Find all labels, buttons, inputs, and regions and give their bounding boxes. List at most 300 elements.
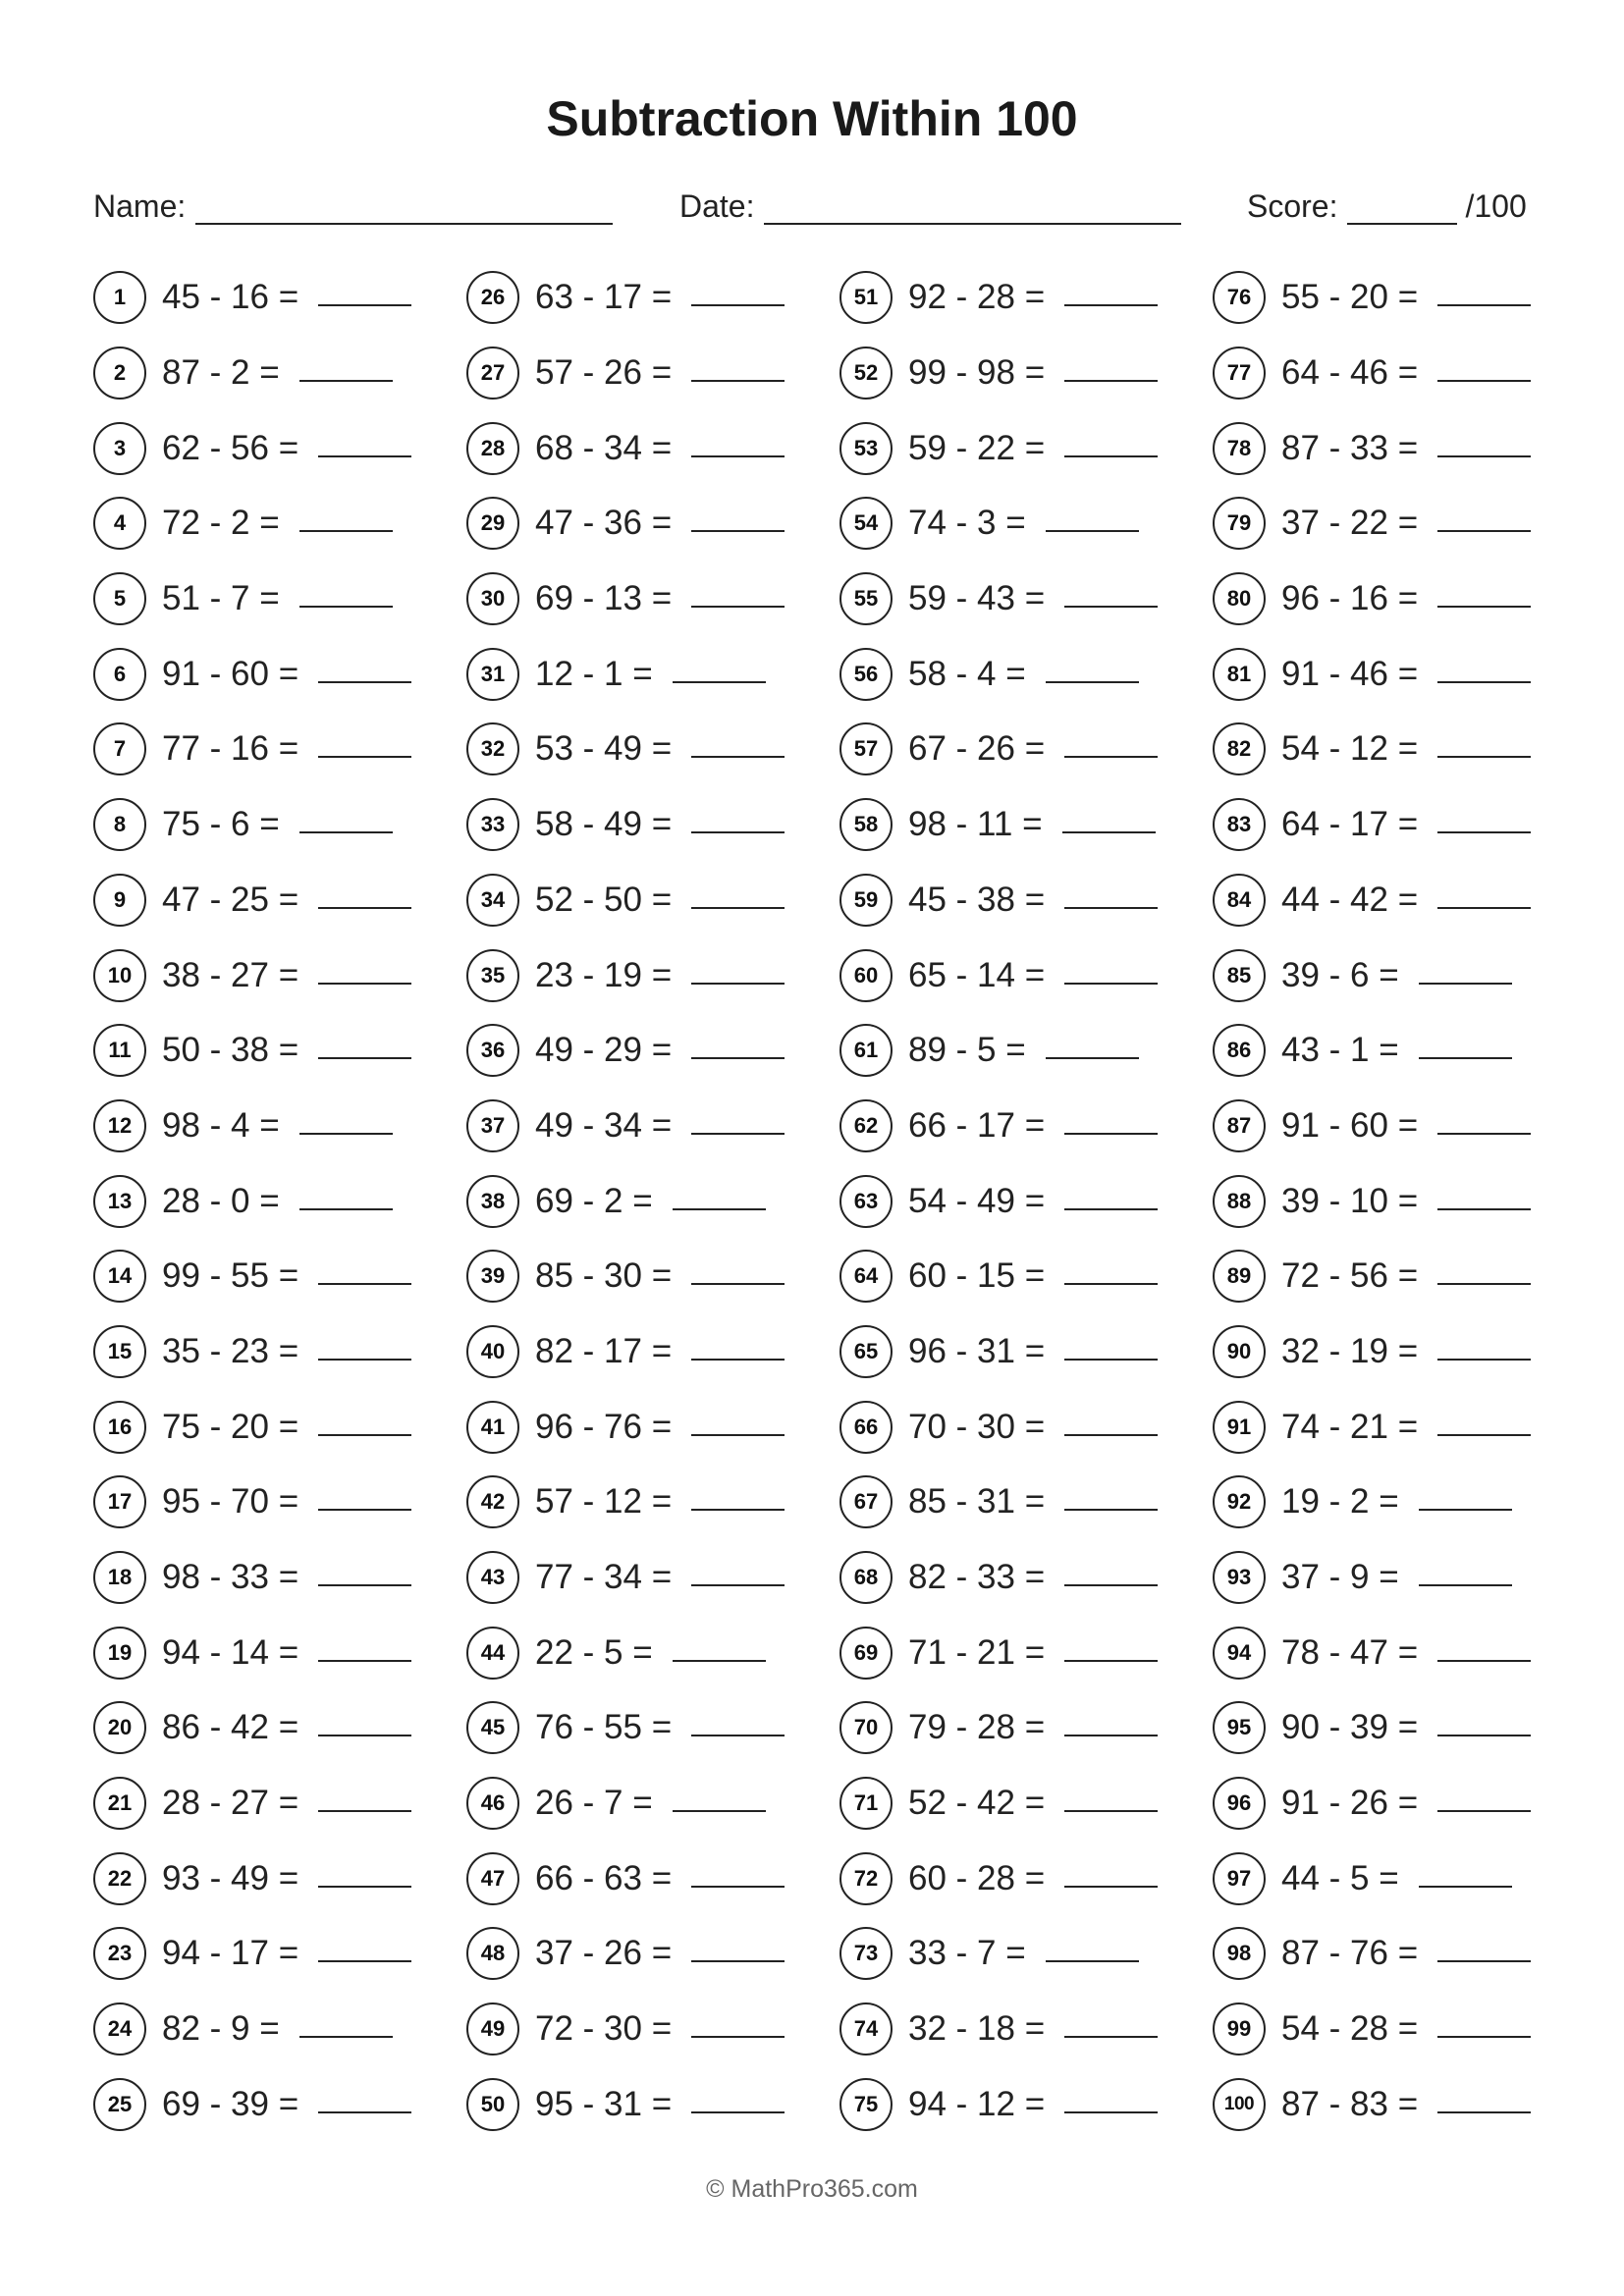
- answer-blank[interactable]: [1064, 1808, 1158, 1812]
- score-field[interactable]: [1247, 188, 1527, 225]
- problem-expression: 77 - 34 =: [535, 1558, 673, 1597]
- problem-number-badge: 37: [466, 1099, 519, 1152]
- answer-blank[interactable]: [1437, 454, 1531, 457]
- problem-expression: 54 - 12 =: [1281, 729, 1419, 769]
- answer-blank[interactable]: [691, 2034, 785, 2038]
- answer-blank[interactable]: [1064, 1432, 1158, 1436]
- answer-blank[interactable]: [1437, 1281, 1531, 1285]
- problem-item: [93, 1239, 466, 1314]
- footer-copyright: © MathPro365.com: [706, 2175, 918, 2203]
- answer-blank[interactable]: [691, 1582, 785, 1586]
- problem-number-badge: 27: [466, 347, 519, 400]
- problem-item: [839, 863, 1213, 938]
- problem-item: [466, 260, 839, 336]
- answer-blank[interactable]: [1437, 905, 1531, 909]
- problem-expression: 38 - 27 =: [162, 955, 299, 994]
- problem-item: [1213, 1465, 1586, 1540]
- problem-number-badge: 50: [466, 2078, 519, 2131]
- problem-item: [1213, 561, 1586, 637]
- problem-item: [1213, 1690, 1586, 1766]
- problem-item: [839, 937, 1213, 1013]
- problem-number-badge: 64: [839, 1250, 893, 1303]
- problem-number-badge: 24: [93, 2002, 146, 2056]
- problem-expression: 91 - 60 =: [1281, 1105, 1419, 1145]
- answer-blank[interactable]: [1419, 1582, 1512, 1586]
- problem-item: [1213, 1615, 1586, 1690]
- problem-expression: 45 - 16 =: [162, 278, 299, 317]
- answer-blank[interactable]: [318, 679, 411, 683]
- problem-expression: 58 - 4 =: [908, 654, 1026, 693]
- problem-expression: 19 - 2 =: [1281, 1482, 1399, 1522]
- problem-item: [466, 1314, 839, 1390]
- answer-blank[interactable]: [1437, 1131, 1531, 1135]
- problem-item: [1213, 1013, 1586, 1089]
- problem-item: [839, 1465, 1213, 1540]
- answer-blank[interactable]: [691, 754, 785, 758]
- problem-number-badge: 75: [839, 2078, 893, 2131]
- problem-number-badge: 97: [1213, 1852, 1266, 1905]
- problem-item: [93, 1389, 466, 1465]
- problem-number-badge: 20: [93, 1701, 146, 1754]
- answer-blank[interactable]: [1046, 679, 1139, 683]
- problem-item: [93, 787, 466, 863]
- answer-blank[interactable]: [1437, 302, 1531, 306]
- problem-expression: 95 - 70 =: [162, 1482, 299, 1522]
- score-total: /100: [1465, 188, 1527, 224]
- answer-blank[interactable]: [1419, 981, 1512, 985]
- answer-blank[interactable]: [673, 679, 766, 683]
- page-title: Subtraction Within 100: [546, 91, 1078, 146]
- answer-blank[interactable]: [691, 378, 785, 382]
- problem-item: [466, 410, 839, 486]
- problem-item: [839, 636, 1213, 712]
- problem-number-badge: 72: [839, 1852, 893, 1905]
- problem-number-badge: 7: [93, 722, 146, 775]
- problem-item: [93, 410, 466, 486]
- problem-number-badge: 63: [839, 1175, 893, 1228]
- problem-item: [466, 1992, 839, 2067]
- answer-blank[interactable]: [1064, 1357, 1158, 1361]
- problem-expression: 75 - 6 =: [162, 805, 280, 844]
- problem-expression: 51 - 7 =: [162, 579, 280, 618]
- answer-blank[interactable]: [691, 454, 785, 457]
- problem-expression: 26 - 7 =: [535, 1784, 653, 1823]
- answer-blank[interactable]: [691, 1733, 785, 1736]
- problem-item: [839, 1690, 1213, 1766]
- problem-number-badge: 10: [93, 949, 146, 1002]
- problem-item: [466, 1540, 839, 1616]
- problem-item: [1213, 1766, 1586, 1842]
- answer-blank[interactable]: [1419, 1507, 1512, 1511]
- answer-blank[interactable]: [1437, 378, 1531, 382]
- answer-blank[interactable]: [318, 1733, 411, 1736]
- answer-blank[interactable]: [1064, 905, 1158, 909]
- answer-blank[interactable]: [691, 1432, 785, 1436]
- answer-blank[interactable]: [1064, 1281, 1158, 1285]
- problem-expression: 75 - 20 =: [162, 1407, 299, 1446]
- answer-blank[interactable]: [691, 981, 785, 985]
- problem-expression: 76 - 55 =: [535, 1708, 673, 1747]
- problem-number-badge: 95: [1213, 1701, 1266, 1754]
- problem-expression: 55 - 20 =: [1281, 278, 1419, 317]
- problem-item: [93, 486, 466, 561]
- answer-blank[interactable]: [1437, 1958, 1531, 1962]
- answer-blank[interactable]: [318, 2109, 411, 2113]
- answer-blank[interactable]: [691, 302, 785, 306]
- problem-number-badge: 100: [1213, 2078, 1266, 2131]
- problem-number-badge: 35: [466, 949, 519, 1002]
- answer-blank[interactable]: [673, 1206, 766, 1210]
- problem-item: [93, 561, 466, 637]
- name-blank[interactable]: [195, 193, 613, 225]
- problem-expression: 96 - 16 =: [1281, 579, 1419, 618]
- problem-expression: 59 - 43 =: [908, 579, 1046, 618]
- problem-expression: 70 - 30 =: [908, 1407, 1046, 1446]
- answer-blank[interactable]: [318, 1281, 411, 1285]
- problem-number-badge: 74: [839, 2002, 893, 2056]
- problem-expression: 96 - 76 =: [535, 1407, 673, 1446]
- problem-number-badge: 9: [93, 874, 146, 927]
- problem-number-badge: 76: [1213, 271, 1266, 324]
- problem-item: [93, 1615, 466, 1690]
- problem-number-badge: 52: [839, 347, 893, 400]
- answer-blank[interactable]: [1064, 1582, 1158, 1586]
- answer-blank[interactable]: [299, 528, 393, 532]
- problem-item: [839, 1314, 1213, 1390]
- problem-number-badge: 45: [466, 1701, 519, 1754]
- problem-item: [93, 1465, 466, 1540]
- problem-expression: 58 - 49 =: [535, 805, 673, 844]
- problem-item: [93, 1992, 466, 2067]
- answer-blank[interactable]: [1437, 1357, 1531, 1361]
- problem-item: [839, 561, 1213, 637]
- answer-blank[interactable]: [691, 829, 785, 833]
- answer-blank[interactable]: [673, 1808, 766, 1812]
- problem-item: [839, 486, 1213, 561]
- answer-blank[interactable]: [1437, 2109, 1531, 2113]
- problem-item: [1213, 1239, 1586, 1314]
- problem-expression: 91 - 26 =: [1281, 1784, 1419, 1823]
- problem-item: [93, 2067, 466, 2143]
- problem-item: [1213, 410, 1586, 486]
- problem-column-1: [93, 260, 466, 2142]
- problem-number-badge: 47: [466, 1852, 519, 1905]
- answer-blank[interactable]: [318, 302, 411, 306]
- answer-blank[interactable]: [1064, 604, 1158, 608]
- problem-number-badge: 3: [93, 422, 146, 475]
- problem-number-badge: 81: [1213, 648, 1266, 701]
- answer-blank[interactable]: [1437, 1808, 1531, 1812]
- problem-expression: 98 - 33 =: [162, 1558, 299, 1597]
- answer-blank[interactable]: [691, 2109, 785, 2113]
- answer-blank[interactable]: [299, 829, 393, 833]
- problem-number-badge: 16: [93, 1401, 146, 1454]
- answer-blank[interactable]: [1437, 754, 1531, 758]
- problem-item: [93, 937, 466, 1013]
- problem-number-badge: 69: [839, 1627, 893, 1680]
- answer-blank[interactable]: [1064, 1507, 1158, 1511]
- answer-blank[interactable]: [691, 1131, 785, 1135]
- answer-blank[interactable]: [1064, 754, 1158, 758]
- problem-expression: 74 - 21 =: [1281, 1407, 1419, 1446]
- problem-number-badge: 71: [839, 1777, 893, 1830]
- answer-blank[interactable]: [691, 528, 785, 532]
- answer-blank[interactable]: [299, 1131, 393, 1135]
- problem-item: [839, 1239, 1213, 1314]
- problem-item: [1213, 712, 1586, 787]
- problem-number-badge: 93: [1213, 1551, 1266, 1604]
- problem-number-badge: 58: [839, 798, 893, 851]
- problem-item: [466, 1013, 839, 1089]
- problem-expression: 90 - 39 =: [1281, 1708, 1419, 1747]
- problem-expression: 92 - 28 =: [908, 278, 1046, 317]
- answer-blank[interactable]: [299, 1206, 393, 1210]
- answer-blank[interactable]: [1064, 1206, 1158, 1210]
- answer-blank[interactable]: [1437, 679, 1531, 683]
- problem-number-badge: 1: [93, 271, 146, 324]
- problem-expression: 45 - 38 =: [908, 880, 1046, 919]
- problem-number-badge: 25: [93, 2078, 146, 2131]
- answer-blank[interactable]: [1064, 302, 1158, 306]
- answer-blank[interactable]: [1062, 829, 1156, 833]
- problem-number-badge: 34: [466, 874, 519, 927]
- problem-item: [466, 1690, 839, 1766]
- date-field[interactable]: [679, 188, 1181, 225]
- answer-blank[interactable]: [318, 1658, 411, 1662]
- problem-expression: 49 - 29 =: [535, 1031, 673, 1070]
- problem-expression: 87 - 2 =: [162, 353, 280, 393]
- problem-item: [1213, 336, 1586, 411]
- problem-expression: 54 - 49 =: [908, 1181, 1046, 1220]
- answer-blank[interactable]: [318, 1507, 411, 1511]
- problem-item: [466, 787, 839, 863]
- problem-expression: 32 - 19 =: [1281, 1331, 1419, 1370]
- answer-blank[interactable]: [1046, 1958, 1139, 1962]
- answer-blank[interactable]: [318, 981, 411, 985]
- answer-blank[interactable]: [1437, 1733, 1531, 1736]
- problem-expression: 98 - 4 =: [162, 1105, 280, 1145]
- answer-blank[interactable]: [1419, 1884, 1512, 1888]
- answer-blank[interactable]: [691, 604, 785, 608]
- answer-blank[interactable]: [1046, 528, 1139, 532]
- problem-number-badge: 56: [839, 648, 893, 701]
- answer-blank[interactable]: [1064, 1884, 1158, 1888]
- problem-expression: 39 - 6 =: [1281, 955, 1399, 994]
- problem-number-badge: 85: [1213, 949, 1266, 1002]
- score-blank[interactable]: [1347, 193, 1457, 225]
- date-blank[interactable]: [764, 193, 1181, 225]
- problem-expression: 35 - 23 =: [162, 1331, 299, 1370]
- problem-item: [466, 863, 839, 938]
- problem-number-badge: 99: [1213, 2002, 1266, 2056]
- problem-expression: 39 - 10 =: [1281, 1181, 1419, 1220]
- answer-blank[interactable]: [673, 1658, 766, 1662]
- problem-item: [93, 1013, 466, 1089]
- problem-number-badge: 78: [1213, 422, 1266, 475]
- problem-number-badge: 89: [1213, 1250, 1266, 1303]
- problem-number-badge: 44: [466, 1627, 519, 1680]
- problem-item: [839, 410, 1213, 486]
- answer-blank[interactable]: [1064, 981, 1158, 985]
- problem-number-badge: 90: [1213, 1325, 1266, 1378]
- problem-item: [466, 561, 839, 637]
- problem-number-badge: 87: [1213, 1099, 1266, 1152]
- score-label: Score:: [1247, 188, 1338, 224]
- problem-expression: 82 - 17 =: [535, 1331, 673, 1370]
- problem-number-badge: 21: [93, 1777, 146, 1830]
- problem-number-badge: 49: [466, 2002, 519, 2056]
- answer-blank[interactable]: [1064, 1658, 1158, 1662]
- problem-item: [93, 636, 466, 712]
- problem-item: [1213, 1314, 1586, 1390]
- problem-item: [1213, 937, 1586, 1013]
- answer-blank[interactable]: [299, 2034, 393, 2038]
- problem-number-badge: 26: [466, 271, 519, 324]
- problem-number-badge: 30: [466, 572, 519, 625]
- problem-number-badge: 60: [839, 949, 893, 1002]
- problem-item: [93, 1163, 466, 1239]
- problem-number-badge: 92: [1213, 1475, 1266, 1528]
- problem-expression: 87 - 33 =: [1281, 428, 1419, 467]
- problem-expression: 66 - 63 =: [535, 1858, 673, 1897]
- answer-blank[interactable]: [299, 378, 393, 382]
- problem-item: [466, 1239, 839, 1314]
- problem-expression: 52 - 50 =: [535, 880, 673, 919]
- problem-item: [839, 1916, 1213, 1992]
- problem-number-badge: 13: [93, 1175, 146, 1228]
- problem-number-badge: 33: [466, 798, 519, 851]
- problem-expression: 65 - 14 =: [908, 955, 1046, 994]
- problem-expression: 23 - 19 =: [535, 955, 673, 994]
- problem-number-badge: 88: [1213, 1175, 1266, 1228]
- answer-blank[interactable]: [318, 1884, 411, 1888]
- problem-item: [466, 1615, 839, 1690]
- name-label: Name:: [93, 188, 187, 224]
- answer-blank[interactable]: [1437, 829, 1531, 833]
- problem-item: [839, 260, 1213, 336]
- problem-number-badge: 77: [1213, 347, 1266, 400]
- problem-column-3: [839, 260, 1213, 2142]
- problem-item: [1213, 1916, 1586, 1992]
- answer-blank[interactable]: [1064, 1733, 1158, 1736]
- answer-blank[interactable]: [1064, 1131, 1158, 1135]
- problem-number-badge: 4: [93, 497, 146, 550]
- answer-blank[interactable]: [691, 1958, 785, 1962]
- problem-number-badge: 22: [93, 1852, 146, 1905]
- answer-blank[interactable]: [691, 1884, 785, 1888]
- problem-item: [839, 2067, 1213, 2143]
- answer-blank[interactable]: [691, 1357, 785, 1361]
- answer-blank[interactable]: [1046, 1055, 1139, 1059]
- answer-blank[interactable]: [318, 905, 411, 909]
- answer-blank[interactable]: [318, 1808, 411, 1812]
- problem-expression: 71 - 21 =: [908, 1632, 1046, 1672]
- problem-expression: 86 - 42 =: [162, 1708, 299, 1747]
- answer-blank[interactable]: [299, 604, 393, 608]
- problem-number-badge: 31: [466, 648, 519, 701]
- answer-blank[interactable]: [1419, 1055, 1512, 1059]
- answer-blank[interactable]: [1437, 1658, 1531, 1662]
- answer-blank[interactable]: [1437, 2034, 1531, 2038]
- answer-blank[interactable]: [691, 1055, 785, 1059]
- problem-item: [93, 1089, 466, 1164]
- problem-expression: 94 - 14 =: [162, 1632, 299, 1672]
- answer-blank[interactable]: [318, 754, 411, 758]
- answer-blank[interactable]: [1437, 1432, 1531, 1436]
- problem-item: [466, 712, 839, 787]
- answer-blank[interactable]: [691, 1281, 785, 1285]
- problem-item: [93, 1314, 466, 1390]
- problem-column-4: [1213, 260, 1586, 2142]
- problem-number-badge: 82: [1213, 722, 1266, 775]
- problem-expression: 12 - 1 =: [535, 654, 653, 693]
- answer-blank[interactable]: [1064, 2109, 1158, 2113]
- problem-expression: 91 - 46 =: [1281, 654, 1419, 693]
- problem-number-badge: 5: [93, 572, 146, 625]
- answer-blank[interactable]: [1437, 604, 1531, 608]
- problem-number-badge: 42: [466, 1475, 519, 1528]
- problem-expression: 68 - 34 =: [535, 428, 673, 467]
- problem-number-badge: 38: [466, 1175, 519, 1228]
- problem-expression: 89 - 5 =: [908, 1031, 1026, 1070]
- problem-item: [839, 1841, 1213, 1916]
- problem-item: [839, 787, 1213, 863]
- problem-number-badge: 79: [1213, 497, 1266, 550]
- problem-item: [466, 1841, 839, 1916]
- problem-expression: 28 - 0 =: [162, 1181, 280, 1220]
- answer-blank[interactable]: [318, 1582, 411, 1586]
- problem-expression: 60 - 15 =: [908, 1256, 1046, 1296]
- answer-blank[interactable]: [318, 454, 411, 457]
- answer-blank[interactable]: [1437, 528, 1531, 532]
- answer-blank[interactable]: [318, 1958, 411, 1962]
- problem-number-badge: 91: [1213, 1401, 1266, 1454]
- problem-item: [466, 1389, 839, 1465]
- problem-expression: 82 - 9 =: [162, 2009, 280, 2049]
- problem-number-badge: 80: [1213, 572, 1266, 625]
- answer-blank[interactable]: [691, 905, 785, 909]
- problem-number-badge: 94: [1213, 1627, 1266, 1680]
- problem-expression: 67 - 26 =: [908, 729, 1046, 769]
- answer-blank[interactable]: [318, 1357, 411, 1361]
- problem-item: [839, 1013, 1213, 1089]
- answer-blank[interactable]: [1064, 454, 1158, 457]
- problem-number-badge: 67: [839, 1475, 893, 1528]
- name-field[interactable]: [93, 188, 613, 225]
- problem-number-badge: 17: [93, 1475, 146, 1528]
- problem-number-badge: 48: [466, 1927, 519, 1980]
- problem-item: [1213, 2067, 1586, 2143]
- problem-item: [839, 1992, 1213, 2067]
- problem-number-badge: 84: [1213, 874, 1266, 927]
- problem-item: [466, 1089, 839, 1164]
- problem-expression: 94 - 12 =: [908, 2084, 1046, 2123]
- problem-number-badge: 59: [839, 874, 893, 927]
- answer-blank[interactable]: [1437, 1206, 1531, 1210]
- problem-expression: 98 - 11 =: [908, 805, 1043, 844]
- answer-blank[interactable]: [318, 1055, 411, 1059]
- problem-item: [1213, 1540, 1586, 1616]
- answer-blank[interactable]: [691, 1507, 785, 1511]
- problem-expression: 47 - 25 =: [162, 880, 299, 919]
- problem-item: [466, 636, 839, 712]
- problem-expression: 37 - 26 =: [535, 1934, 673, 1973]
- problem-item: [1213, 1089, 1586, 1164]
- problem-expression: 60 - 28 =: [908, 1858, 1046, 1897]
- answer-blank[interactable]: [318, 1432, 411, 1436]
- answer-blank[interactable]: [1064, 2034, 1158, 2038]
- answer-blank[interactable]: [1064, 378, 1158, 382]
